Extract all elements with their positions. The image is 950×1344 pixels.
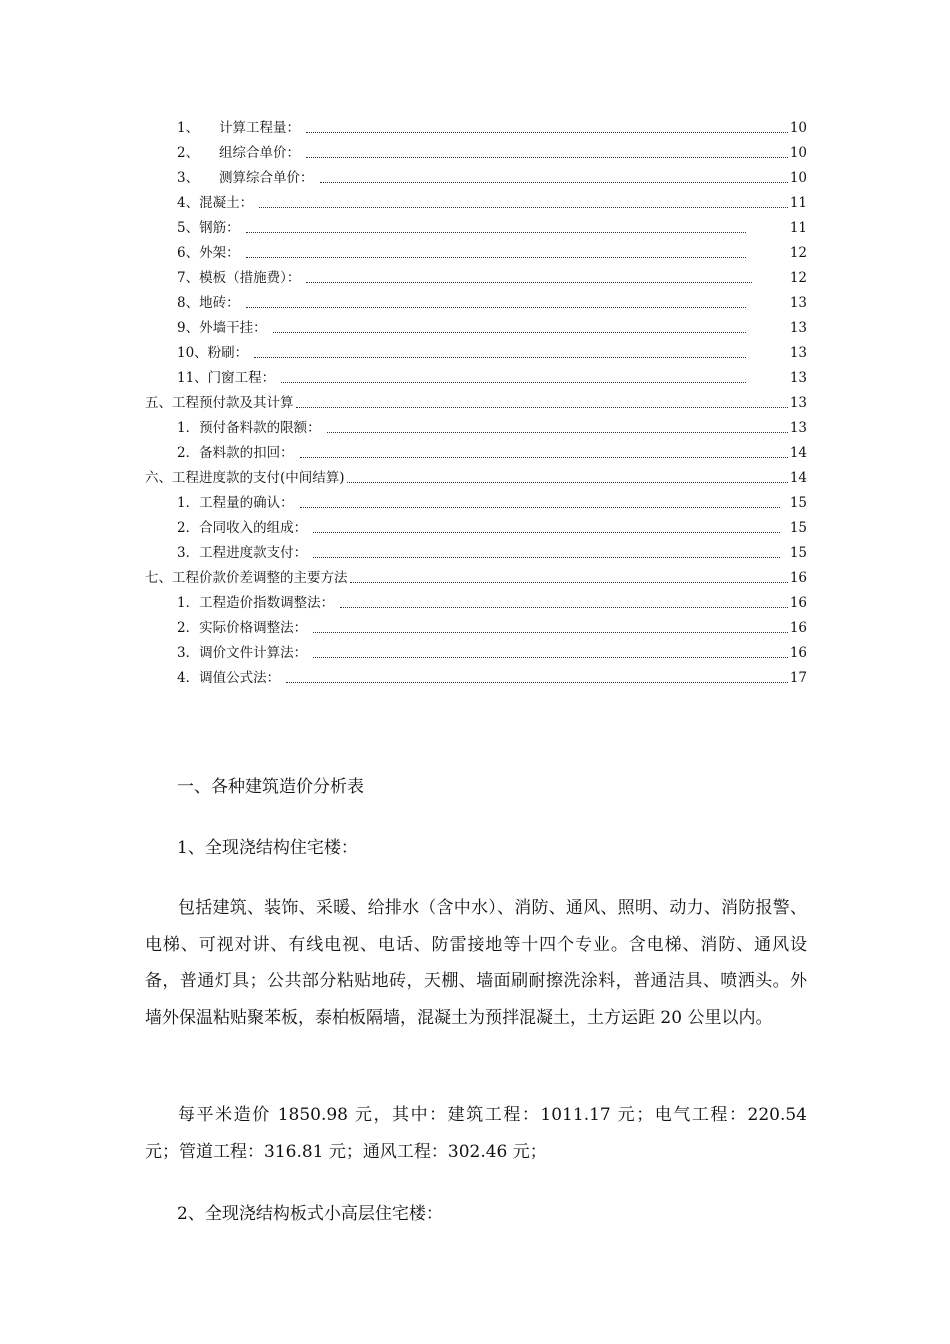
- toc-row[interactable]: [177, 643, 807, 663]
- toc-label: 六、工程进度款的支付(中间结算): [145, 470, 345, 486]
- toc-row[interactable]: [177, 543, 807, 563]
- item-heading: 1、全现浇结构住宅楼：: [177, 838, 358, 858]
- toc-row[interactable]: [145, 393, 807, 413]
- toc-leader: [246, 224, 746, 233]
- toc-leader: [327, 424, 788, 433]
- toc-leader: [259, 199, 788, 208]
- toc-page-number: 15: [789, 495, 807, 511]
- toc-page-number: 13: [789, 345, 807, 361]
- toc-page-number: 16: [789, 645, 807, 661]
- toc-leader: [286, 674, 788, 683]
- toc-leader: [347, 474, 788, 483]
- toc-row[interactable]: [177, 268, 807, 288]
- toc-leader: [254, 349, 746, 358]
- toc-leader: [313, 524, 780, 533]
- toc-label: 11、门窗工程：: [177, 370, 276, 386]
- toc-label: 7、模板（措施费）：: [177, 270, 301, 286]
- toc-label: 4．调值公式法：: [177, 670, 281, 686]
- toc-page-number: 14: [789, 445, 807, 461]
- toc-label: 2．合同收入的组成：: [177, 520, 308, 536]
- toc-page-number: 14: [789, 470, 807, 486]
- toc-page-number: 10: [789, 145, 807, 161]
- toc-leader: [313, 549, 780, 558]
- toc-row[interactable]: [177, 143, 807, 163]
- toc-label: 2．备料款的扣回：: [177, 445, 294, 461]
- toc-row[interactable]: [177, 418, 807, 438]
- toc-label: 组综合单价：: [219, 145, 300, 161]
- toc-leader: [306, 124, 788, 133]
- toc-row[interactable]: [177, 293, 807, 313]
- toc-page-number: 12: [789, 245, 807, 261]
- toc-page-number: 11: [789, 195, 807, 211]
- toc-page-number: 11: [789, 220, 807, 236]
- toc-page-number: 13: [789, 370, 807, 386]
- toc-row[interactable]: [177, 318, 807, 338]
- toc-page-number: 13: [789, 320, 807, 336]
- toc-label: 测算综合单价：: [219, 170, 314, 186]
- toc-leader: [273, 324, 746, 333]
- toc-row[interactable]: [177, 118, 807, 138]
- toc-page-number: 17: [789, 670, 807, 686]
- toc-leader: [306, 274, 751, 283]
- toc-leader: [281, 374, 746, 383]
- toc-number: 2、: [177, 145, 200, 161]
- toc-row[interactable]: [177, 218, 807, 238]
- toc-label: 5、钢筋：: [177, 220, 240, 236]
- toc-row[interactable]: [177, 368, 807, 388]
- toc-row[interactable]: [177, 668, 807, 688]
- toc-label: 8、地砖：: [177, 295, 240, 311]
- toc-label: 3．工程进度款支付：: [177, 545, 308, 561]
- toc-row[interactable]: [177, 343, 807, 363]
- toc-label: 1．预付备料款的限额：: [177, 420, 321, 436]
- toc-leader: [246, 249, 746, 258]
- toc-label: 计算工程量：: [219, 120, 300, 136]
- toc-label: 1．工程量的确认：: [177, 495, 294, 511]
- body-paragraph: 包括建筑、装饰、采暖、给排水（含中水）、消防、通风、照明、动力、消防报警、电梯、可视对讲、有线电视、电话、防雷接地等十四个专业。含电梯、消防、通风设备，普通灯具；公共部分粘贴地砖，天棚、墙面刷耐擦洗涂料，普通洁具、喷洒头。外墙外保温粘贴聚苯板，泰柏板隔墙，混凝土为预拌混凝土，土方运距 20 公里以内。: [145, 898, 807, 1028]
- toc-leader: [320, 174, 788, 183]
- toc-page-number: 16: [789, 595, 807, 611]
- toc-page-number: 13: [789, 420, 807, 436]
- toc-page-number: 13: [789, 395, 807, 411]
- toc-leader: [300, 499, 780, 508]
- toc-row[interactable]: [177, 443, 807, 463]
- toc-number: 1、: [177, 120, 200, 136]
- toc-row[interactable]: [177, 168, 807, 188]
- toc-leader: [246, 299, 746, 308]
- toc-label: 1．工程造价指数调整法：: [177, 595, 335, 611]
- toc-page-number: 12: [789, 270, 807, 286]
- section-heading: 一、各种建筑造价分析表: [177, 777, 364, 797]
- toc-number: 3、: [177, 170, 200, 186]
- toc-page-number: 15: [789, 520, 807, 536]
- toc-leader: [296, 399, 788, 408]
- toc-page-number: 13: [789, 295, 807, 311]
- toc-leader: [306, 149, 788, 158]
- toc-label: 2．实际价格调整法：: [177, 620, 308, 636]
- toc-leader: [313, 649, 788, 658]
- toc-label: 五、工程预付款及其计算: [145, 395, 294, 411]
- toc-page-number: 16: [789, 570, 807, 586]
- toc-label: 6、外架：: [177, 245, 240, 261]
- toc-label: 七、工程价款价差调整的主要方法: [145, 570, 348, 586]
- toc-leader: [313, 624, 788, 633]
- item-heading: 2、全现浇结构板式小高层住宅楼：: [177, 1204, 443, 1224]
- toc-leader: [350, 574, 788, 583]
- toc-row[interactable]: [177, 493, 807, 513]
- toc-row[interactable]: [177, 593, 807, 613]
- toc-label: 9、外墙干挂：: [177, 320, 267, 336]
- toc-leader: [340, 599, 788, 608]
- toc-label: 3．调价文件计算法：: [177, 645, 308, 661]
- toc-row[interactable]: [145, 468, 807, 488]
- body-paragraph: 每平米造价 1850.98 元，其中：建筑工程：1011.17 元；电气工程：220.54 元；管道工程：316.81 元；通风工程：302.46 元；: [145, 1105, 807, 1162]
- toc-page-number: 10: [789, 170, 807, 186]
- toc-row[interactable]: [177, 193, 807, 213]
- toc-label: 10、粉刷：: [177, 345, 249, 361]
- toc-row[interactable]: [145, 568, 807, 588]
- toc-label: 4、混凝土：: [177, 195, 254, 211]
- toc-row[interactable]: [177, 243, 807, 263]
- toc-row[interactable]: [177, 518, 807, 538]
- toc-page-number: 10: [789, 120, 807, 136]
- toc-row[interactable]: [177, 618, 807, 638]
- toc-page-number: 16: [789, 620, 807, 636]
- toc-leader: [300, 449, 788, 458]
- toc-page-number: 15: [789, 545, 807, 561]
